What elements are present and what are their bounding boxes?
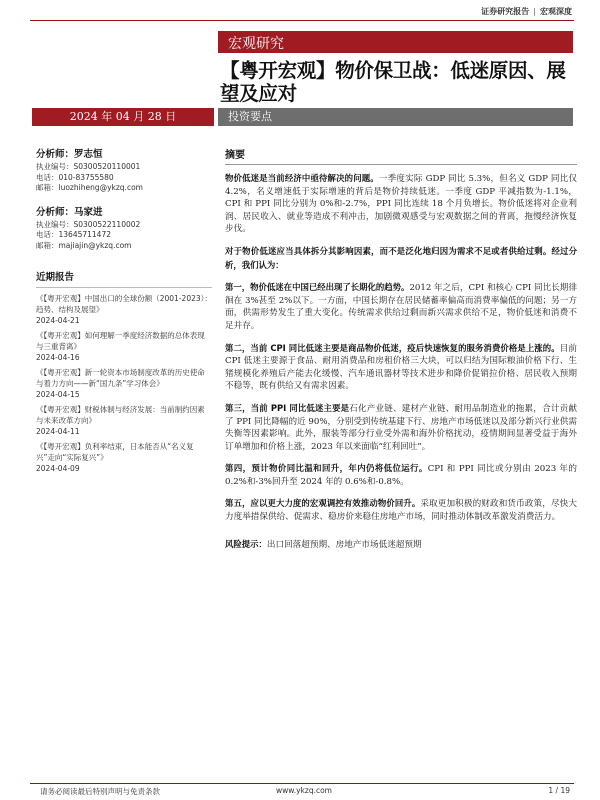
report-subtype-label: 宏观深度 xyxy=(540,7,572,16)
page-title: 【粤开宏观】物价保卫战：低迷原因、展望及应对 xyxy=(220,59,566,105)
abstract-section xyxy=(225,146,577,560)
paragraph-body: CPI 和 PPI 同比或分别由 2023 年的 0.2%和-3%回升至 2024 年的 0.6%和-0.8%。 xyxy=(225,464,578,487)
analyst-name-line xyxy=(36,204,212,218)
sidebar xyxy=(36,146,212,478)
analyst-phone: 电话：13645711472 xyxy=(36,230,111,239)
analyst-name: 罗志恒 xyxy=(74,149,103,160)
report-link[interactable]: 《【粤开宏观】中国出口的全球份额（2001-2023）：趋势、结构及展望》 xyxy=(36,294,212,314)
recent-reports-heading: 近期报告 xyxy=(36,269,212,288)
abstract-paragraph xyxy=(225,172,577,236)
paragraph-lead: 第三，当前 PPI 同比低迷主要是 xyxy=(225,402,350,413)
abstract-paragraph xyxy=(225,342,577,393)
abstract-paragraph xyxy=(225,245,577,272)
paragraph-body: 石化产业链、建材产业链、耐用品制造业的拖累，合计贡献了 PPI 同比降幅的近 90%，分别受到传统基建下行、房地产市场低迷以及部分新兴行业供需失衡等因素影响。此外，服装等部分行业受外需和海外价格扰动，疫情期间显著受益于海外订单增加和价格上涨，2023 年以来面临“红利回吐”。 xyxy=(225,403,577,452)
paragraph-lead: 第二，当前 CPI 同比低迷主要是商品物价低迷，疫后快速恢复的服务消费价格是上涨的。 xyxy=(225,342,560,353)
abstract-heading: 摘要 xyxy=(225,146,577,165)
report-link-date: 2024-04-21 xyxy=(36,316,80,325)
report-link[interactable]: 《【粤开宏观】财税体制与经济发展：当前制约因素与未来改革方向》 xyxy=(36,405,205,425)
disclaimer-note: 请务必阅读最后特别声明与免责条款 xyxy=(40,787,160,796)
paragraph-lead: 对于物价低迷应当具体拆分其影响因素，而不是泛化地归因为需求不足或者供给过剩。经过分析，我们认为： xyxy=(225,245,577,270)
analyst-name-line xyxy=(36,146,212,160)
abstract-paragraph xyxy=(225,497,577,523)
report-header xyxy=(481,6,572,17)
analyst-card xyxy=(36,204,212,252)
analyst-name: 马家进 xyxy=(74,206,103,218)
report-link-date: 2024-04-09 xyxy=(36,464,80,473)
analyst-phone: 电话：010-83755580 xyxy=(36,172,114,182)
analyst-label: 分析师： xyxy=(36,149,75,160)
analyst-license: 执业编号：S0300520110001 xyxy=(36,162,141,171)
report-link-date: 2024-04-11 xyxy=(36,427,80,436)
analyst-license: 执业编号：S0300522110002 xyxy=(36,219,141,229)
paragraph-body: 一季度实际 GDP 同比 5.3%，但名义 GDP 同比仅 4.2%，名义增速低于实际增速的背后是物价持续低迷。一季度 GDP 平减指数为-1.1%，CPI 和 PPI 同比分别为 0%和-2.7%，PPI 同比连续 18 个月负增长。物价低迷将对企业利润、居民收入、就业等造成不利冲击，加剧微观感受与宏观数据之间的背离，拖慢经济恢复步伐。 xyxy=(225,174,577,235)
report-link[interactable]: 《【粤开宏观】负利率结束，日本能否从“名义复兴”走向“实际复兴”》 xyxy=(36,442,194,462)
report-link-date: 2024-04-16 xyxy=(36,353,80,362)
website-link[interactable]: www.ykzq.com xyxy=(276,786,332,795)
paragraph-body: 目前 CPI 低迷主要源于食品、耐用消费品和房租价格三大块，可以归结为国际粮油价格下行、生猪规模化养殖后产能去化缓慢、汽车通讯器材等技术进步和降价促销拉价格、居民收入预期不稳等，既有供给又有需求因素。 xyxy=(225,343,577,392)
abstract-paragraph xyxy=(225,281,577,332)
analyst-email[interactable]: 邮箱：luozhiheng@ykzq.com xyxy=(36,183,143,192)
page-number: 1 / 19 xyxy=(548,786,570,795)
header-divider xyxy=(30,20,574,21)
analyst-label: 分析师： xyxy=(36,206,75,218)
paragraph-lead: 第四，预计物价同比温和回升，年内仍将低位运行。 xyxy=(225,463,428,474)
report-link[interactable]: 《【粤开宏观】如何理解一季度经济数据的总体表现与三重背离》 xyxy=(36,331,205,351)
analyst-email[interactable]: 邮箱：majiajin@ykzq.com xyxy=(36,240,132,250)
abstract-paragraph xyxy=(225,462,577,488)
paragraph-lead: 第五，应以更大力度的宏观调控有效推动物价回升。 xyxy=(225,498,421,509)
recent-reports-list xyxy=(36,293,212,474)
paragraph-lead: 第一，物价低迷在中国已经出现了长期化的趋势。 xyxy=(225,282,410,293)
risk-label: 风险提示： xyxy=(225,538,267,549)
paragraph-body: 2012 年之后，CPI 和核心 CPI 同比长期徘徊在 3%甚至 2%以下。一方面，中国长期存在居民储蓄率偏高而消费率偏低的问题；另一方面，供需形势发生了重大变化。传统需求供给过剩而新兴需求供给不足，物价低迷和消费不足并存。 xyxy=(225,283,577,331)
report-link[interactable]: 《【粤开宏观】新一轮资本市场制度改革的历史使命与着力方向——新“国九条”学习体会》 xyxy=(36,368,205,388)
risk-warning xyxy=(225,538,577,552)
report-type-label: 证券研究报告 xyxy=(481,7,530,16)
report-link-date: 2024-04-15 xyxy=(36,390,80,399)
paragraph-body: 采取更加积极的财政和货币政策，尽快大力度举措保供给、促需求、稳房价来稳住房地产市场，同时推动体制改革激发消费活力。 xyxy=(225,499,577,523)
footer-divider xyxy=(30,783,574,784)
analyst-card xyxy=(36,146,212,194)
paragraph-lead: 物价低迷是当前经济中亟待解决的问题。 xyxy=(225,173,379,183)
category-banner: 宏观研究 xyxy=(218,31,573,53)
abstract-paragraph xyxy=(225,402,577,453)
header-separator: | xyxy=(533,7,536,16)
section-banner: 投资要点 xyxy=(218,108,573,126)
report-date: 2024 年 04 月 28 日 xyxy=(32,108,214,126)
risk-text: 出口回落超预期、房地产市场低迷超预期 xyxy=(266,539,422,550)
